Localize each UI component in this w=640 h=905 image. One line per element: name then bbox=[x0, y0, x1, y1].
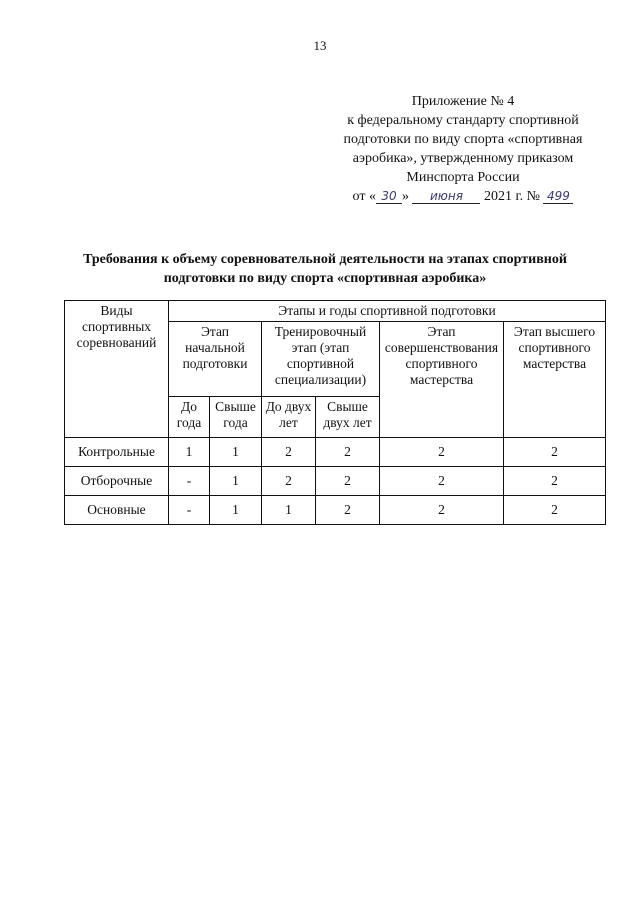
cell-value: 1 bbox=[210, 467, 262, 496]
cell-value: 1 bbox=[210, 438, 262, 467]
table-row bbox=[65, 496, 606, 525]
title-line-1: Требования к объему соревновательной деятельности на этапах спортивной bbox=[83, 252, 567, 267]
handwritten-month: июня bbox=[412, 189, 480, 204]
header-up-to-year: До года bbox=[169, 397, 210, 438]
table-row bbox=[65, 467, 606, 496]
appendix-line: к федеральному стандарту спортивной bbox=[347, 113, 579, 128]
cell-value: - bbox=[169, 467, 210, 496]
appendix-line: аэробика», утвержденному приказом bbox=[352, 151, 574, 166]
appendix-block bbox=[320, 92, 606, 206]
date-year: 2021 г. № bbox=[483, 189, 540, 204]
cell-value: 2 bbox=[380, 467, 504, 496]
header-stages-and-years: Этапы и годы спортивной подготовки bbox=[169, 301, 606, 322]
header-stage-training: Тренировочный этап (этап спортивной специализации) bbox=[262, 322, 380, 397]
date-prefix: от « bbox=[352, 189, 376, 204]
document-title bbox=[60, 250, 590, 288]
row-kind: Основные bbox=[65, 496, 169, 525]
handwritten-day: 30 bbox=[376, 189, 402, 204]
cell-value: 1 bbox=[169, 438, 210, 467]
header-over-two-years: Свыше двух лет bbox=[316, 397, 380, 438]
cell-value: 2 bbox=[504, 467, 606, 496]
header-stage-initial: Этап начальной подготовки bbox=[169, 322, 262, 397]
date-mid: » bbox=[401, 189, 409, 204]
cell-value: - bbox=[169, 496, 210, 525]
cell-value: 2 bbox=[316, 438, 380, 467]
row-kind: Контрольные bbox=[65, 438, 169, 467]
cell-value: 2 bbox=[380, 438, 504, 467]
appendix-line: Приложение № 4 bbox=[411, 94, 515, 109]
header-stage-improvement: Этап совершенствования спортивного мастерства bbox=[380, 322, 504, 438]
header-competition-kinds: Виды спортивных соревнований bbox=[65, 301, 169, 438]
cell-value: 2 bbox=[504, 496, 606, 525]
table-row bbox=[65, 438, 606, 467]
cell-value: 2 bbox=[316, 467, 380, 496]
appendix-line: подготовки по виду спорта «спортивная bbox=[343, 132, 583, 147]
title-line-2: подготовки по виду спорта «спортивная аэробика» bbox=[163, 271, 487, 286]
cell-value: 2 bbox=[262, 467, 316, 496]
header-over-year: Свыше года bbox=[210, 397, 262, 438]
cell-value: 2 bbox=[316, 496, 380, 525]
cell-value: 2 bbox=[262, 438, 316, 467]
cell-value: 2 bbox=[380, 496, 504, 525]
appendix-line: Минспорта России bbox=[406, 170, 520, 185]
row-kind: Отборочные bbox=[65, 467, 169, 496]
page-number: 13 bbox=[313, 38, 327, 53]
cell-value: 1 bbox=[262, 496, 316, 525]
cell-value: 1 bbox=[210, 496, 262, 525]
cell-value: 2 bbox=[504, 438, 606, 467]
header-up-to-two-years: До двух лет bbox=[262, 397, 316, 438]
requirements-table bbox=[64, 300, 606, 525]
order-date-line bbox=[320, 187, 606, 206]
handwritten-order-number: 499 bbox=[543, 189, 573, 204]
header-stage-highest: Этап высшего спортивного мастерства bbox=[504, 322, 606, 438]
